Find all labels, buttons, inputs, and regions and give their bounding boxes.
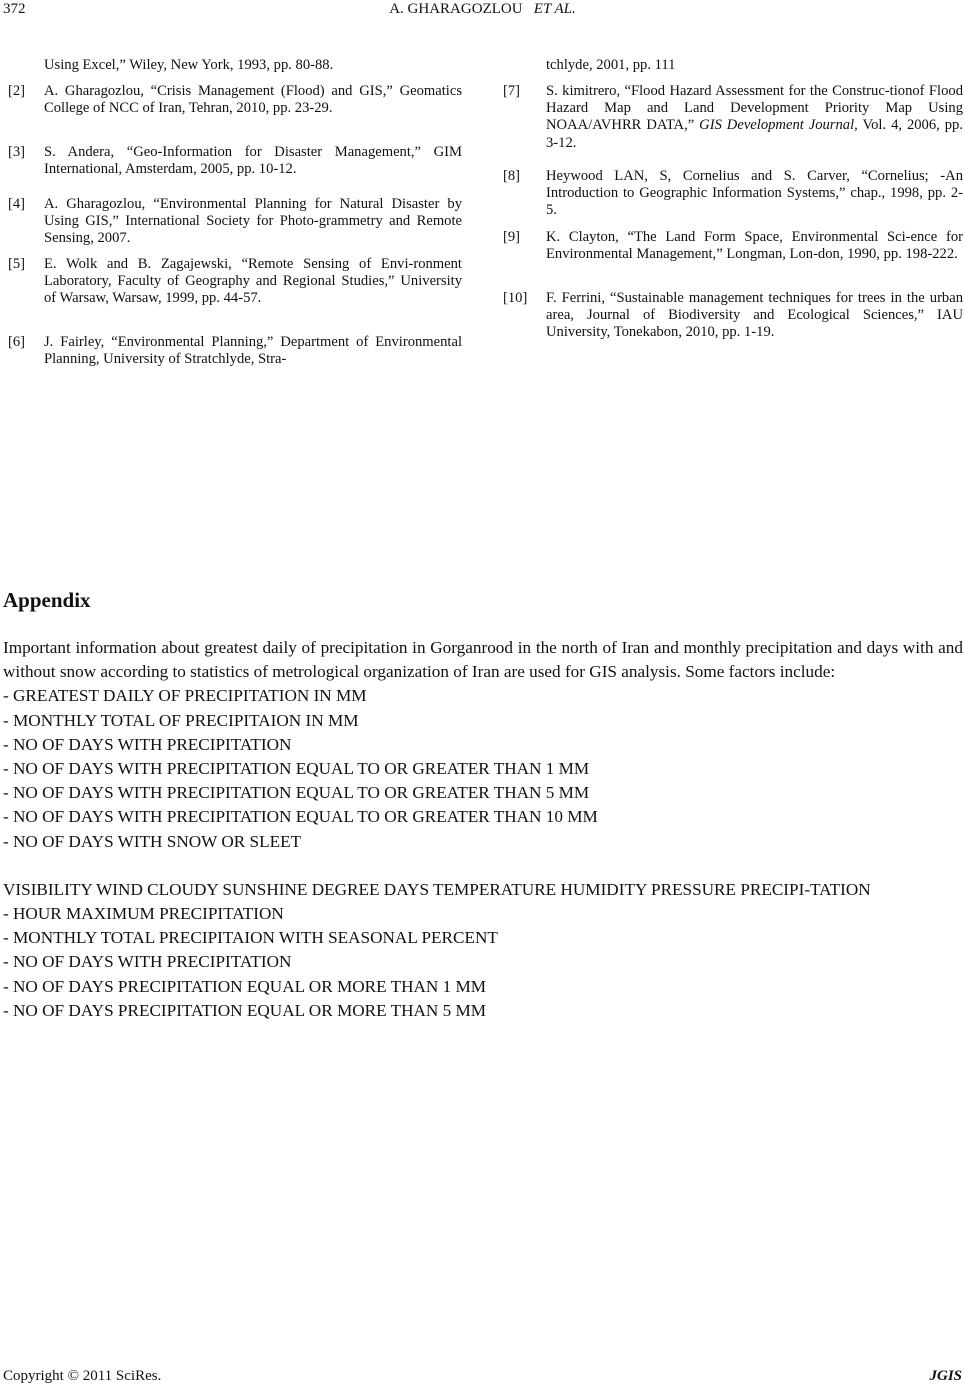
list-item: - MONTHLY TOTAL OF PRECIPITAION IN MM — [3, 710, 359, 730]
reference-text: Heywood LAN, S, Cornelius and S. Carver, “Cornelius; -An Introduction to Geographic Information Systems,” chap., 1998, pp. 2-5. — [546, 168, 963, 219]
reference-number: [10] — [503, 290, 528, 306]
journal-title: GIS Development Journal — [699, 117, 855, 134]
factors-line: VISIBILITY WIND CLOUDY SUNSHINE DEGREE DAYS TEMPERATURE HUMIDITY PRESSURE PRECIPI-TATION — [3, 879, 871, 899]
reference-number: [8] — [503, 168, 521, 184]
reference-text: F. Ferrini, “Sustainable management techniques for trees in the urban area, Journal of Biodiversity and Ecological Sciences,” IAU University, Tonekabon, 2010, pp. 1-19. — [546, 290, 963, 341]
reference-text-tail: , Vol. 4, 2006, pp. 3-12. — [546, 117, 963, 151]
reference-text-main: S. kimitrero, “Flood Hazard Assessment for the Construc-tionof Flood Hazard Map and Land Development Priority Map Using NOAA/AVHRR DATA,” — [546, 83, 963, 134]
reference-item — [8, 57, 462, 74]
reference-item — [503, 57, 963, 74]
reference-number: [6] — [8, 334, 26, 350]
reference-number: [5] — [8, 256, 26, 272]
list-item: - NO OF DAYS WITH SNOW OR SLEET — [3, 831, 302, 851]
reference-text: K. Clayton, “The Land Form Space, Environmental Sci-ence for Environmental Management,” Longman, Lon-don, 1990, pp. 198-222. — [546, 229, 963, 263]
reference-item — [503, 168, 963, 220]
appendix-body — [3, 636, 963, 1023]
header-et-al: ET AL. — [533, 1, 576, 17]
reference-item — [8, 196, 462, 248]
reference-text: A. Gharagozlou, “Crisis Management (Flood) and GIS,” Geomatics College of NCC of Iran, Tehran, 2010, pp. 23-29. — [44, 83, 462, 117]
running-header — [0, 1, 965, 18]
reference-text: J. Fairley, “Environmental Planning,” Department of Environmental Planning, University of Stratchlyde, Stra- — [44, 334, 462, 368]
page-number: 372 — [3, 1, 26, 17]
list-item: - NO OF DAYS WITH PRECIPITATION — [3, 734, 292, 754]
reference-text: A. Gharagozlou, “Environmental Planning for Natural Disaster by Using GIS,” International Society for Photo-grammetry and Remote Sensing, 2007. — [44, 196, 462, 247]
reference-text: tchlyde, 2001, pp. 111 — [546, 57, 676, 73]
list-item: - NO OF DAYS WITH PRECIPITATION EQUAL TO OR GREATER THAN 1 MM — [3, 759, 590, 779]
list-item: - GREATEST DAILY OF PRECIPITATION IN MM — [3, 686, 367, 706]
reference-item — [8, 256, 462, 308]
list-item: - NO OF DAYS PRECIPITATION EQUAL OR MORE THAN 1 MM — [3, 976, 487, 996]
reference-text — [546, 83, 963, 152]
list-item: - NO OF DAYS WITH PRECIPITATION — [3, 952, 292, 972]
list-item: - NO OF DAYS PRECIPITATION EQUAL OR MORE THAN 5 MM — [3, 1000, 487, 1020]
list-item: - NO OF DAYS WITH PRECIPITATION EQUAL TO OR GREATER THAN 10 MM — [3, 807, 598, 827]
reference-text: E. Wolk and B. Zagajewski, “Remote Sensing of Envi-ronment Laboratory, Faculty of Geography and Regional Studies,” University of Warsaw, Warsaw, 1999, pp. 44-57. — [44, 256, 462, 307]
reference-text: Using Excel,” Wiley, New York, 1993, pp. 80-88. — [44, 57, 334, 73]
reference-number: [7] — [503, 83, 521, 99]
reference-item — [8, 144, 462, 178]
header-authors: A. GHARAGOZLOU — [389, 1, 523, 17]
reference-item — [8, 334, 462, 368]
appendix-intro: Important information about greatest daily of precipitation in Gorganrood in the north of Iran and monthly precipitation and days with and without snow according to statistics of metrological organization of Iran are used for GIS analysis. Some factors include: — [3, 638, 963, 682]
reference-number: [3] — [8, 144, 26, 160]
reference-item — [8, 83, 462, 117]
reference-text: S. Andera, “Geo-Information for Disaster Management,” GIM International, Amsterdam, 2005, pp. 10-12. — [44, 144, 462, 178]
reference-item — [503, 83, 963, 152]
reference-number: [4] — [8, 196, 26, 212]
reference-item — [503, 229, 963, 263]
reference-number: [9] — [503, 229, 521, 245]
copyright: Copyright © 2011 SciRes. — [3, 1368, 162, 1384]
list-item: - NO OF DAYS WITH PRECIPITATION EQUAL TO OR GREATER THAN 5 MM — [3, 783, 590, 803]
journal-name: JGIS — [929, 1368, 962, 1384]
list-item: - MONTHLY TOTAL PRECIPITAION WITH SEASONAL PERCENT — [3, 928, 498, 948]
appendix-heading: Appendix — [3, 588, 91, 612]
reference-number: [2] — [8, 83, 26, 99]
reference-item — [503, 290, 963, 342]
list-item: - HOUR MAXIMUM PRECIPITATION — [3, 904, 284, 924]
